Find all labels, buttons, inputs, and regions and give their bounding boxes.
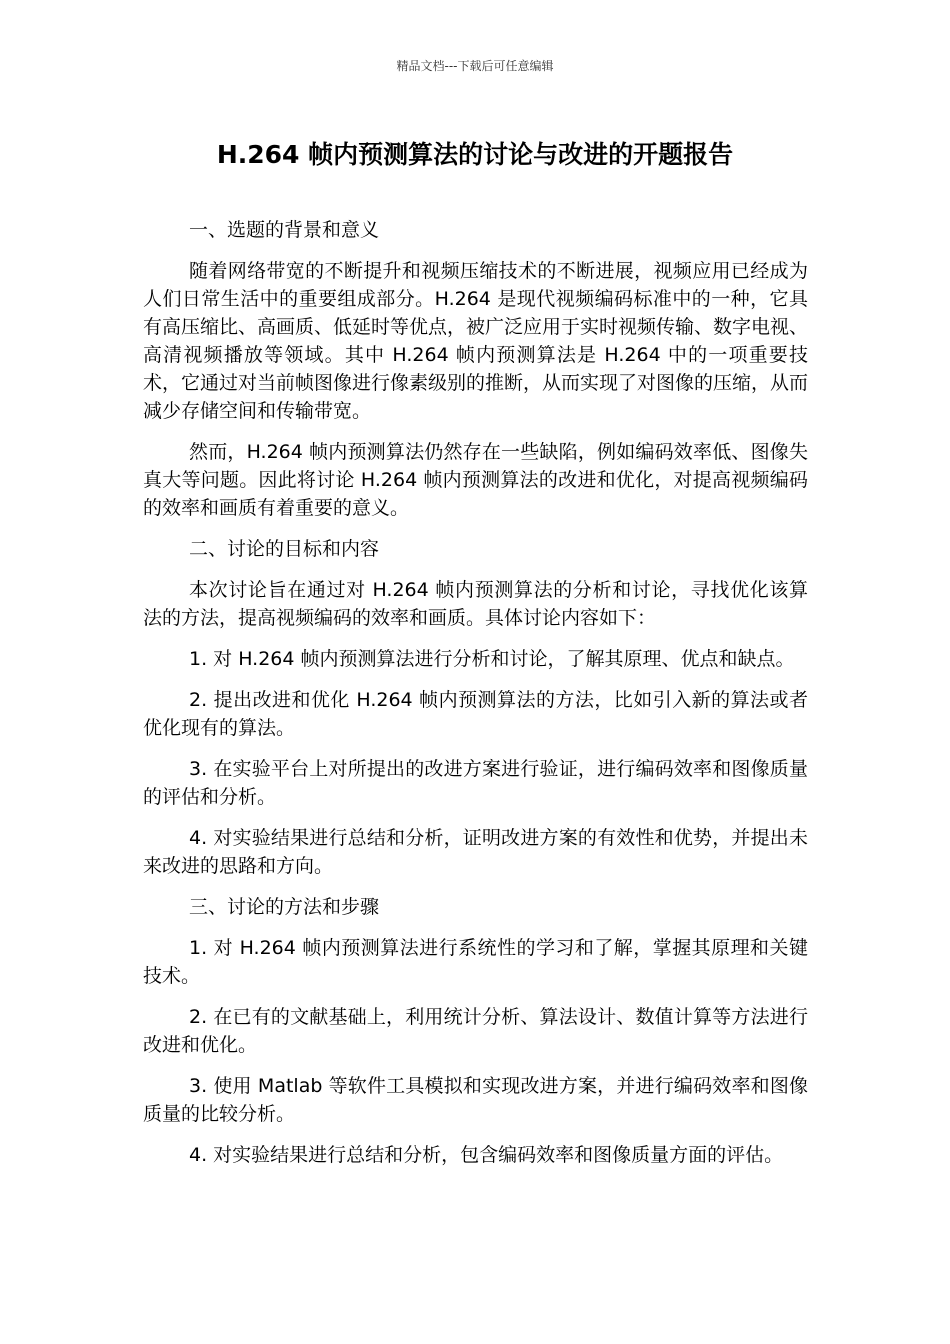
paragraph: 随着网络带宽的不断提升和视频压缩技术的不断进展，视频应用已经成为人们日常生活中的重要组成部分。H.264 是现代视频编码标准中的一种，它具有高压缩比、高画质、低延时等优点，被广泛应用于实时视频传输、数字电视、高清视频播放等领域。其中 H.264 帧内预测算法是 H.264 中的一项重要技术，它通过对当前帧图像进行像素级别的推断，从而实现了对图像的压缩，从而减少存储空间和传输带宽。 xyxy=(143,260,809,422)
list-item: 3. 使用 Matlab 等软件工具模拟和实现改进方案，并进行编码效率和图像质量的比较分析。 xyxy=(143,1075,808,1125)
list-item: 3. 在实验平台上对所提出的改进方案进行验证，进行编码效率和图像质量的评估和分析。 xyxy=(143,758,808,808)
list-item: 2. 提出改进和优化 H.264 帧内预测算法的方法，比如引入新的算法或者优化现有的算法。 xyxy=(143,689,808,739)
document-title: H.264 帧内预测算法的讨论与改进的开题报告 xyxy=(216,140,734,169)
document-body xyxy=(143,216,808,1182)
section-heading-background: 一、选题的背景和意义 xyxy=(189,219,380,241)
list-item: 1. 对 H.264 帧内预测算法进行分析和讨论，了解其原理、优点和缺点。 xyxy=(189,648,795,670)
section-heading-goals: 二、讨论的目标和内容 xyxy=(189,538,380,560)
paragraph: 本次讨论旨在通过对 H.264 帧内预测算法的分析和讨论，寻找优化该算法的方法，提高视频编码的效率和画质。具体讨论内容如下： xyxy=(143,579,808,629)
paragraph: 然而，H.264 帧内预测算法仍然存在一些缺陷，例如编码效率低、图像失真大等问题。因此将讨论 H.264 帧内预测算法的改进和优化，对提高视频编码的效率和画质有着重要的意义。 xyxy=(143,441,808,519)
section-heading-methods: 三、讨论的方法和步骤 xyxy=(189,896,380,918)
header-watermark: 精品文档---下载后可任意编辑 xyxy=(396,59,554,73)
list-item: 1. 对 H.264 帧内预测算法进行系统性的学习和了解，掌握其原理和关键技术。 xyxy=(143,937,808,987)
list-item: 4. 对实验结果进行总结和分析，证明改进方案的有效性和优势，并提出未来改进的思路和方向。 xyxy=(143,827,808,877)
list-item: 2. 在已有的文献基础上，利用统计分析、算法设计、数值计算等方法进行改进和优化。 xyxy=(143,1006,808,1056)
list-item: 4. 对实验结果进行总结和分析，包含编码效率和图像质量方面的评估。 xyxy=(189,1144,784,1166)
